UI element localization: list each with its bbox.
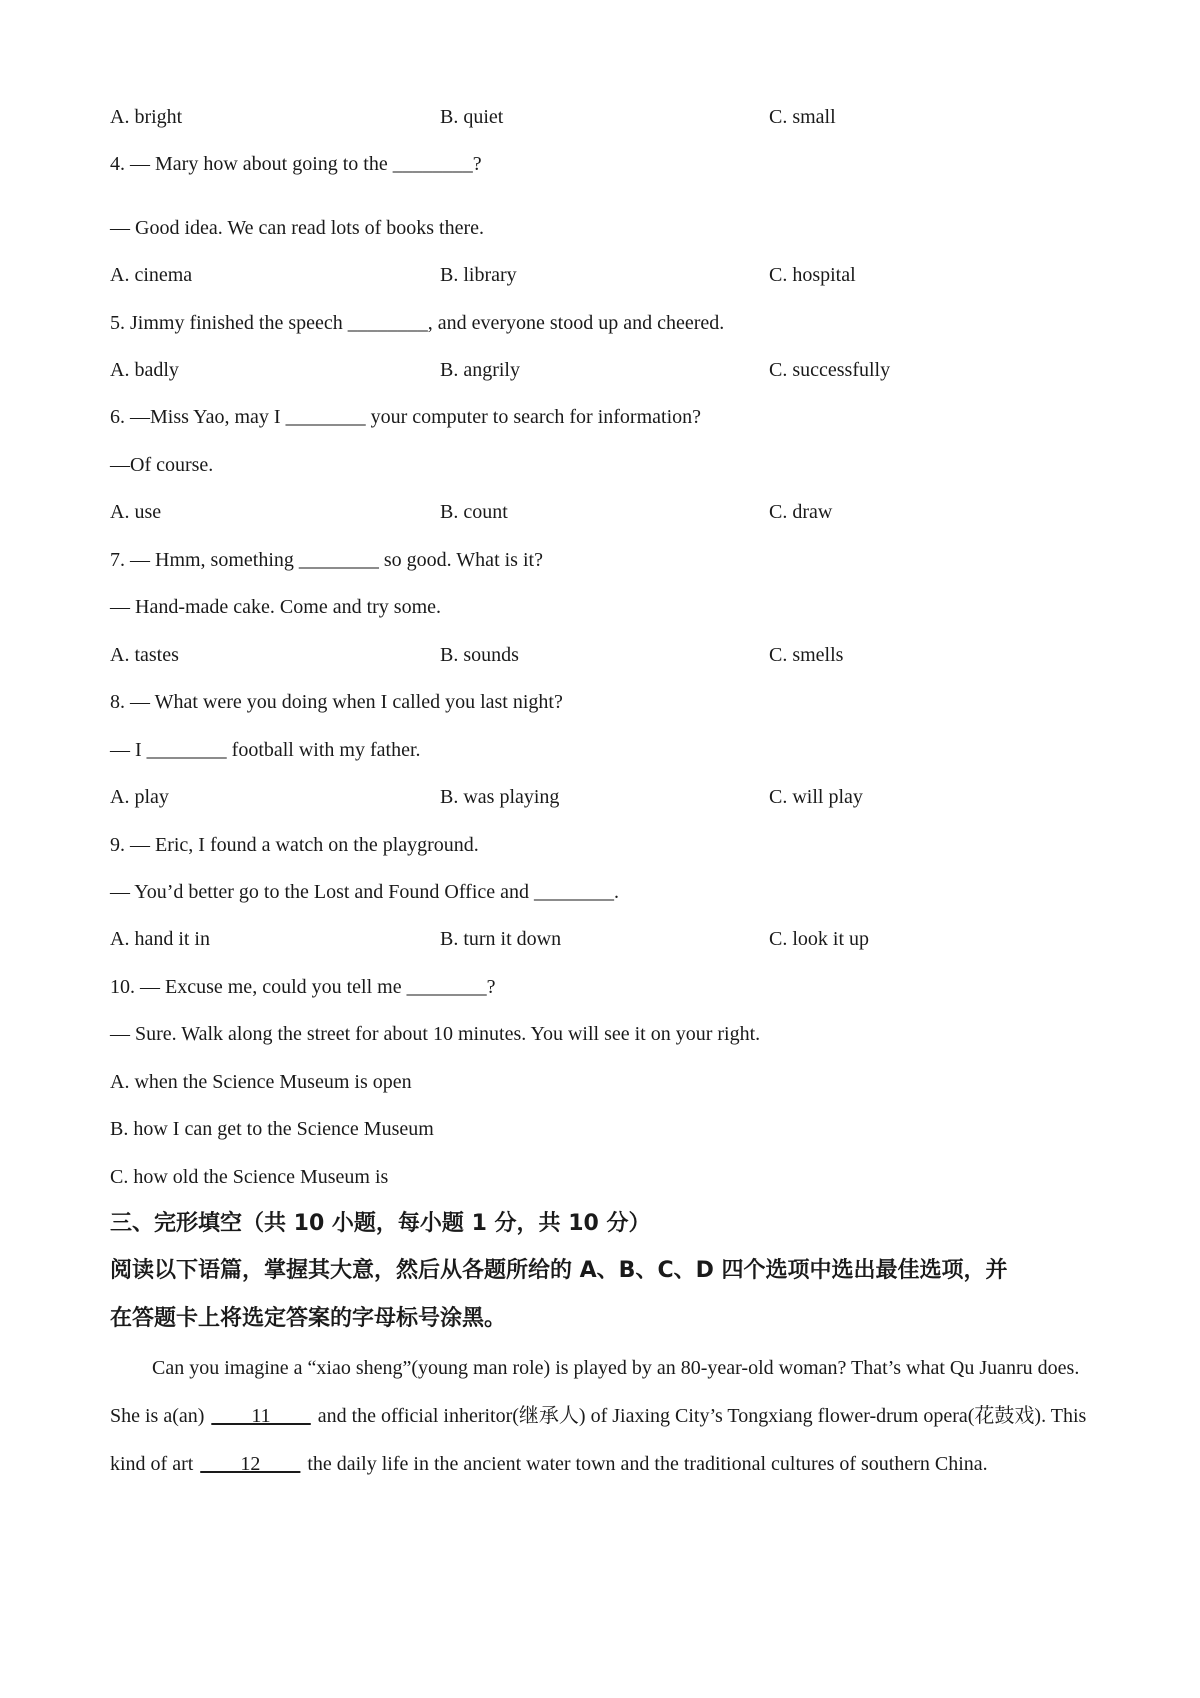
q9-reply: — You’d better go to the Lost and Found Office and ________. [110,881,620,903]
q8-stem: 8. — What were you doing when I called you last night? [110,691,563,713]
q6-stem: 6. —Miss Yao, may I ________ your computer to search for information? [110,406,702,428]
q7-stem: 7. — Hmm, something ________ so good. What is it? [110,549,543,571]
section3-title: 三、完形填空（共 10 小题，每小题 1 分，共 10 分） [110,1211,651,1236]
q4-option-a: A. cinema [110,264,193,286]
q3-option-b: B. quiet [440,106,504,128]
q10-stem: 10. — Excuse me, could you tell me ________? [110,976,496,998]
q4-stem: 4. — Mary how about going to the ________? [110,153,482,175]
q8-reply: — I ________ football with my father. [110,739,421,761]
passage-part3: the daily life in the ancient water town and the traditional cultures of southern China. [302,1453,988,1475]
section3-instruction-line2: 在答题卡上将选定答案的字母标号涂黑。 [110,1306,507,1331]
q9-option-a: A. hand it in [110,928,210,950]
q7-option-a: A. tastes [110,644,179,666]
blank-11: ____11____ [211,1405,311,1427]
q6-reply: —Of course. [110,454,214,476]
q6-option-b: B. count [440,501,508,523]
q10-option-a: A. when the Science Museum is open [110,1071,412,1093]
q3-option-c: C. small [769,106,836,128]
passage-part2: and the official inheritor(继承人) of Jiaxing City’s Tongxiang flower-drum opera(花鼓戏). This kind of art [110,1405,1087,1475]
q3-option-a: A. bright [110,106,183,128]
q7-option-b: B. sounds [440,644,519,666]
q10-option-b: B. how I can get to the Science Museum [110,1118,434,1140]
q6-option-a: A. use [110,501,162,523]
q7-reply: — Hand-made cake. Come and try some. [110,596,442,618]
section3-instruction-line1: 阅读以下语篇，掌握其大意，然后从各题所给的 A、B、C、D 四个选项中选出最佳选项，并 [110,1258,1008,1283]
q9-option-c: C. look it up [769,928,870,950]
q7-option-c: C. smells [769,644,844,666]
q4-option-b: B. library [440,264,517,286]
q9-stem: 9. — Eric, I found a watch on the playground. [110,834,479,856]
q4-option-c: C. hospital [769,264,856,286]
q8-option-b: B. was playing [440,786,560,808]
q10-option-c: C. how old the Science Museum is [110,1166,389,1188]
q5-option-c: C. successfully [769,359,891,381]
q4-reply: — Good idea. We can read lots of books there. [110,217,485,239]
q6-option-c: C. draw [769,501,833,523]
cloze-passage [110,1344,1100,1488]
q10-reply: — Sure. Walk along the street for about 10 minutes. You will see it on your right. [110,1023,761,1045]
q9-option-b: B. turn it down [440,928,562,950]
passage-part1: Can you imagine a “xiao sheng”(young man role) is played by an 80-year-old woman? That’s what Qu Juanru does. She is a(an) [110,1357,1080,1427]
q8-option-c: C. will play [769,786,863,808]
q5-option-a: A. badly [110,359,179,381]
blank-12: ____12____ [200,1453,301,1475]
q5-stem: 5. Jimmy finished the speech ________, and everyone stood up and cheered. [110,312,725,334]
q8-option-a: A. play [110,786,169,808]
q5-option-b: B. angrily [440,359,520,381]
